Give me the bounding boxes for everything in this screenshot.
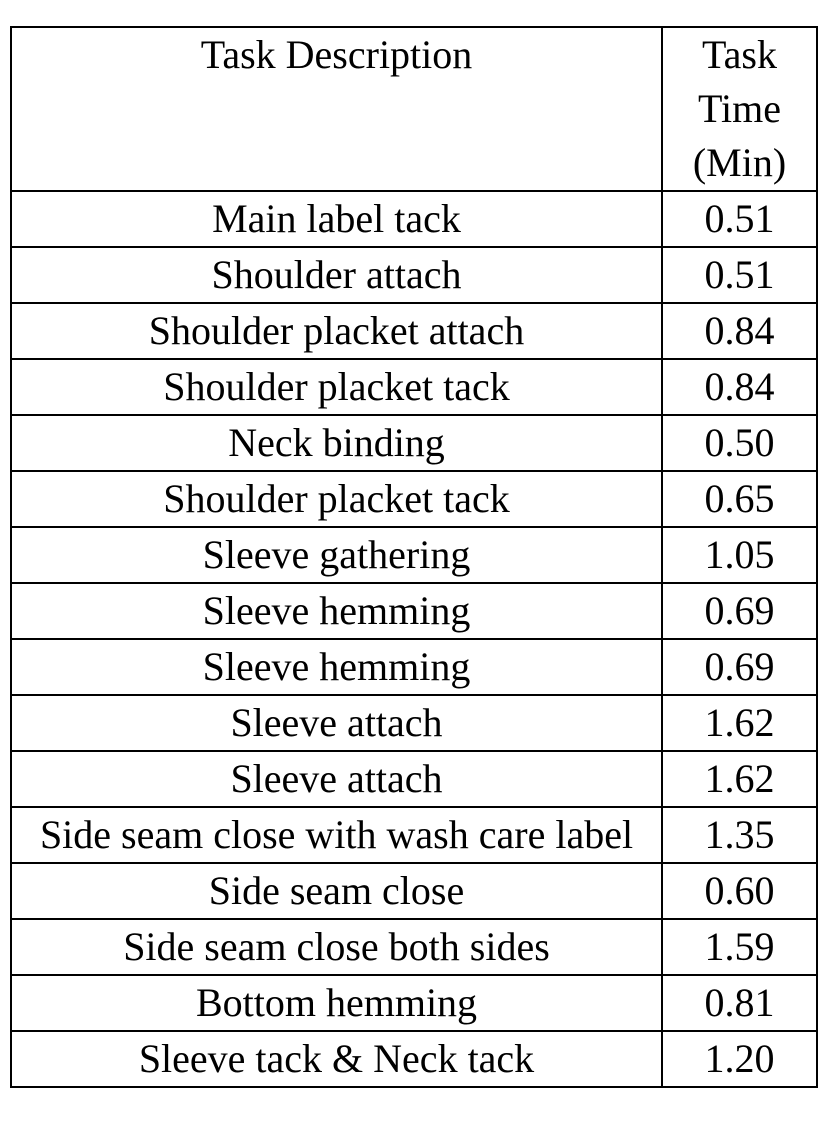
task-time-cell: 1.62 [662,751,817,807]
header-task-time-line-2: Time [697,86,781,131]
task-time-cell: 0.84 [662,303,817,359]
header-task-time-line-3: (Min) [692,140,787,185]
table-row [11,919,817,975]
table-row [11,191,817,247]
header-task-time [662,27,817,191]
task-description-cell: Sleeve gathering [11,527,662,583]
task-time-cell: 1.35 [662,807,817,863]
task-time-cell: 0.51 [662,191,817,247]
task-description-cell: Sleeve hemming [11,639,662,695]
task-description-cell: Bottom hemming [11,975,662,1031]
task-time-cell: 0.69 [662,583,817,639]
task-time-cell: 0.84 [662,359,817,415]
task-time-cell: 0.81 [662,975,817,1031]
task-description-cell: Sleeve attach [11,751,662,807]
table-row [11,695,817,751]
task-description-cell: Shoulder placket tack [11,471,662,527]
task-description-cell: Side seam close both sides [11,919,662,975]
task-description-cell: Sleeve tack & Neck tack [11,1031,662,1087]
task-description-cell: Side seam close with wash care label [11,807,662,863]
table-header-row [11,27,817,191]
task-description-cell: Main label tack [11,191,662,247]
table-row [11,807,817,863]
task-time-table [10,26,818,1088]
table-row [11,415,817,471]
table-row [11,583,817,639]
task-time-cell: 0.65 [662,471,817,527]
task-time-cell: 1.59 [662,919,817,975]
task-time-cell: 1.62 [662,695,817,751]
table-row [11,247,817,303]
task-description-cell: Sleeve hemming [11,583,662,639]
table-row [11,527,817,583]
task-description-cell: Shoulder placket attach [11,303,662,359]
table-row [11,751,817,807]
header-task-description: Task Description [11,27,662,191]
task-description-cell: Sleeve attach [11,695,662,751]
header-task-time-line-1: Task [702,32,777,77]
table-row [11,359,817,415]
task-description-cell: Shoulder placket tack [11,359,662,415]
task-description-cell: Side seam close [11,863,662,919]
task-time-cell: 0.50 [662,415,817,471]
table-row [11,303,817,359]
table-row [11,471,817,527]
table-row [11,1031,817,1087]
task-time-cell: 1.20 [662,1031,817,1087]
task-time-cell: 0.60 [662,863,817,919]
task-time-cell: 1.05 [662,527,817,583]
table-row [11,863,817,919]
task-description-cell: Shoulder attach [11,247,662,303]
table-row [11,639,817,695]
table-row [11,975,817,1031]
task-time-cell: 0.69 [662,639,817,695]
task-description-cell: Neck binding [11,415,662,471]
task-time-cell: 0.51 [662,247,817,303]
